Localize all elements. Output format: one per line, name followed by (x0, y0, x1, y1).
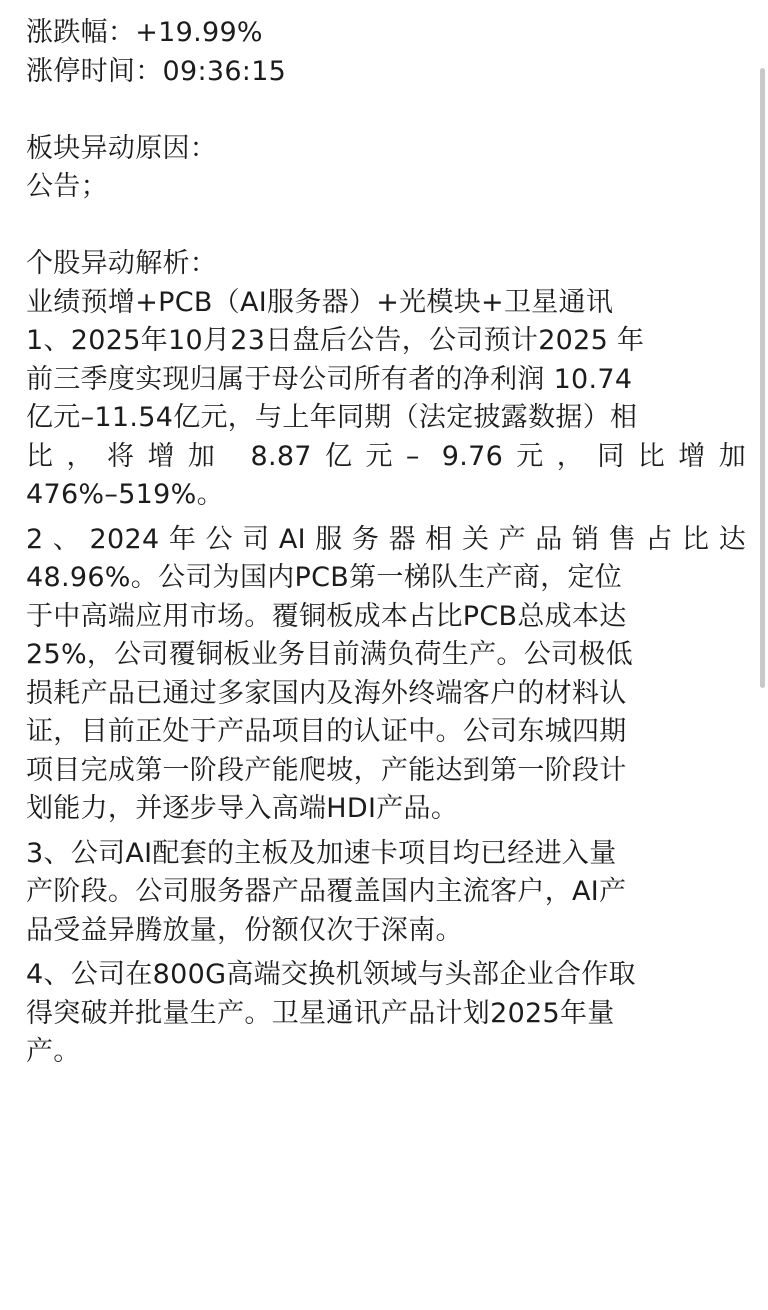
paragraph-line: 2、2024年公司AI服务器相关产品销售占比达 (26, 523, 746, 555)
paragraph-line: 得突破并批量生产。卫星通讯产品计划2025年量 (26, 997, 615, 1029)
paragraph-line: 产阶段。公司服务器产品覆盖国内主流客户，AI产 (26, 876, 627, 907)
paragraph-line: 划能力，并逐步导入高端HDI产品。 (26, 793, 459, 824)
paragraph-line: 48.96%。公司为国内PCB第一梯队生产商，定位 (26, 562, 623, 593)
paragraph-line: 产。 (26, 1036, 81, 1067)
paragraph-line: 损耗产品已通过多家国内及海外终端客户的材料认 (26, 677, 627, 709)
sector-reason-value: 公告； (26, 171, 108, 202)
paragraph-line: 品受益异腾放量，份额仅次于深南。 (26, 914, 463, 946)
paragraph-line: 4、公司在800G高端交换机领域与头部企业合作取 (26, 959, 636, 990)
paragraph-line: 比，将增加 8.87亿元– 9.76元，同比增加 (26, 440, 746, 472)
spacer (26, 91, 746, 130)
analysis-heading: 个股异动解析： (26, 248, 218, 279)
analysis-themes: 业绩预增+PCB（AI服务器）+光模块+卫星通讯 (26, 286, 614, 318)
paragraph-line: 476%–519%。 (26, 479, 224, 510)
change-pct: 涨跌幅：+19.99% (26, 17, 263, 48)
paragraph-line: 前三季度实现归属于母公司所有者的净利润 10.74 (26, 363, 633, 395)
limit-up-time: 涨停时间：09:36:15 (26, 55, 287, 87)
vertical-scrollbar[interactable] (760, 68, 765, 688)
article-body (26, 14, 746, 1072)
paragraph-line: 项目完成第一阶段产能爬坡，产能达到第一阶段计 (26, 754, 627, 786)
paragraph-line: 于中高端应用市场。覆铜板成本占比PCB总成本达 (26, 600, 627, 632)
sector-reason-heading: 板块异动原因： (26, 132, 218, 164)
spacer (26, 207, 746, 246)
paragraph-line: 亿元–11.54亿元，与上年同期（法定披露数据）相 (26, 402, 638, 433)
paragraph-line: 1、2025年10月23日盘后公告，公司预计2025 年 (26, 325, 645, 356)
paragraph-line: 3、公司AI配套的主板及加速卡项目均已经进入量 (26, 837, 617, 869)
paragraph-line: 25%，公司覆铜板业务目前满负荷生产。公司极低 (26, 639, 633, 670)
paragraph-line: 证，目前正处于产品项目的认证中。公司东城四期 (26, 716, 627, 747)
